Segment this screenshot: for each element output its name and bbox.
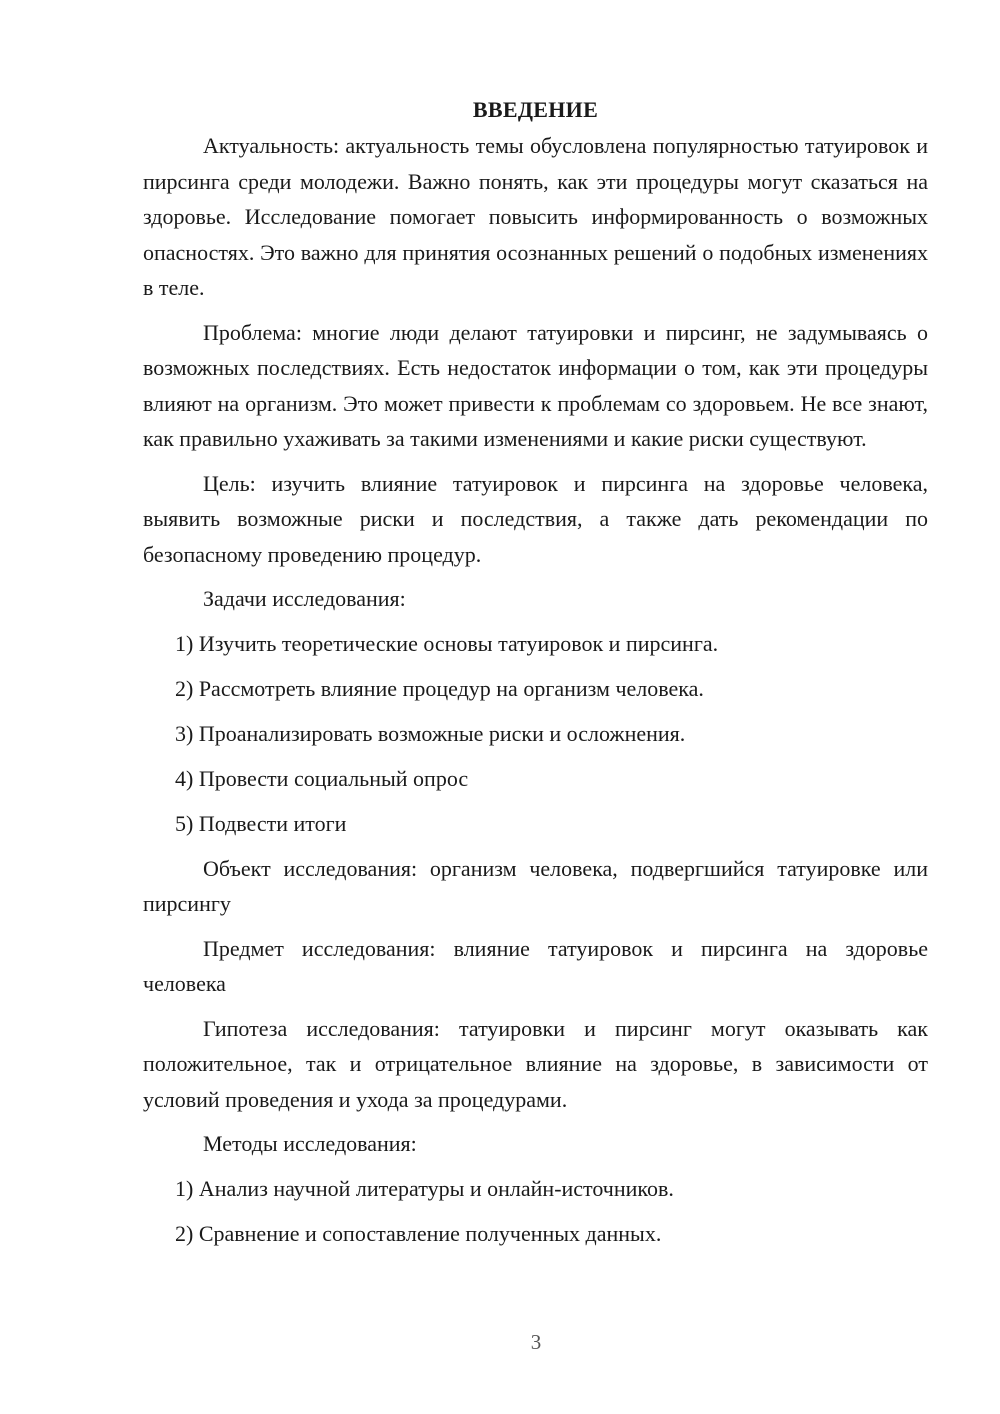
methods-heading: Методы исследования: (203, 1131, 417, 1156)
paragraph-hypothesis: Гипотеза исследования: татуировки и пирсинг могут оказывать как положительное, так и отрицательное влияние на здоровье, в зависимости от условий проведения и ухода за процедурами. (143, 1015, 928, 1112)
paragraph-subject: Предмет исследования: влияние татуировок и пирсинга на здоровье человека (143, 935, 928, 996)
tasks-list (143, 626, 928, 842)
list-item: 1) Анализ научной литературы и онлайн-источников. (175, 1175, 674, 1201)
list-item: 5) Подвести итоги (175, 810, 347, 836)
list-item: 2) Рассмотреть влияние процедур на организм человека. (175, 675, 704, 701)
tasks-heading: Задачи исследования: (203, 586, 406, 611)
paragraph-problem: Проблема: многие люди делают татуировки и пирсинг, не задумываясь о возможных последствиях. Есть недостаток информации о том, как эти процедуры влияют на организм. Это может привести к проблемам со здоровьем. Не все знают, как правильно ухаживать за такими изменениями и какие риски существуют. (143, 319, 928, 451)
section-title: ВВЕДЕНИЕ (472, 97, 599, 122)
list-item: 3) Проанализировать возможные риски и осложнения. (175, 720, 686, 746)
list-item: 4) Провести социальный опрос (175, 765, 469, 791)
paragraph-object: Объект исследования: организм человека, подвергшийся татуировке или пирсингу (143, 855, 928, 916)
list-item: 2) Сравнение и сопоставление полученных данных. (175, 1220, 662, 1246)
list-item: 1) Изучить теоретические основы татуировок и пирсинга. (175, 630, 719, 656)
paragraph-goal: Цель: изучить влияние татуировок и пирсинга на здоровье человека, выявить возможные риски и последствия, а также дать рекомендации по безопасному проведению процедур. (143, 470, 928, 567)
paragraph-relevance: Актуальность: актуальность темы обусловлена популярностью татуировок и пирсинга среди молодежи. Важно понять, как эти процедуры могут сказаться на здоровье. Исследование помогает повысить информированность о возможных опасностях. Это важно для принятия осознанных решений о подобных изменениях в теле. (143, 133, 928, 300)
document-page (143, 92, 928, 1261)
page-number: 3 (530, 1330, 542, 1354)
methods-list (143, 1171, 928, 1252)
